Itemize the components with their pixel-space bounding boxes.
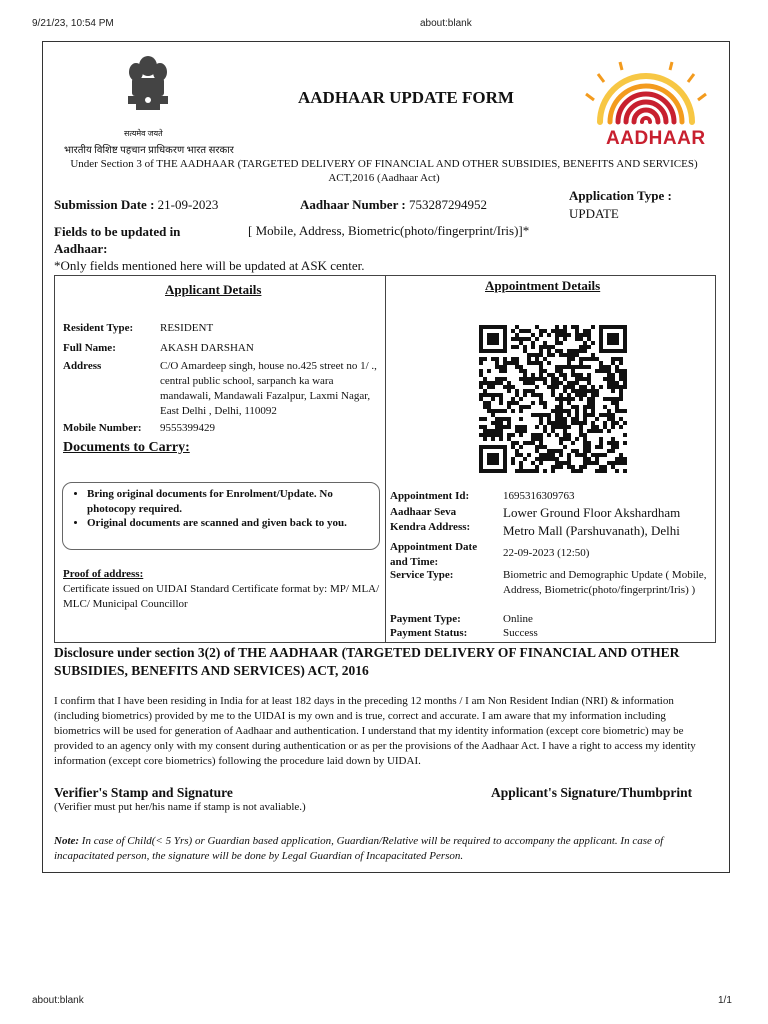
proof-of-address-heading: Proof of address: [63, 568, 144, 580]
kendra-address-value: Lower Ground Floor Akshardham Metro Mall (Parshuvanath), Delhi [503, 505, 681, 538]
documents-to-carry-heading: Documents to Carry: [63, 440, 190, 455]
payment-type-label: Payment Type: [390, 613, 461, 625]
aadhaar-logo-text: AADHAAR [606, 128, 706, 149]
applicant-details-heading: Applicant Details [165, 282, 262, 297]
proof-of-address-text: Certificate issued on UIDAI Standard Certificate format by: MP/ MLA/ MLC/ Municipal Councillor [63, 583, 380, 610]
submission-date-value: 21-09-2023 [157, 197, 219, 212]
note-text: In case of Child(< 5 Yrs) or Guardian based application, Guardian/Relative will be required to accompany the applicant. In case of incapacitated person, the signature will be done by Legal Guardian of Incapacitated Person. [54, 835, 664, 862]
documents-list [71, 487, 373, 531]
print-datetime: 9/21/23, 10:54 PM [32, 18, 114, 29]
footer-url: about:blank [32, 995, 84, 1006]
resident-type-label: Resident Type: [63, 322, 134, 334]
full-name-label: Full Name: [63, 342, 116, 354]
appointment-details-heading: Appointment Details [485, 278, 601, 293]
documents-callout [62, 482, 380, 550]
address-label: Address [63, 360, 102, 372]
payment-status-label: Payment Status: [390, 627, 468, 639]
mobile-number-label: Mobile Number: [63, 422, 142, 434]
application-type-value: UPDATE [569, 206, 619, 221]
kendra-address-label: Aadhaar Seva Kendra Address: [390, 506, 471, 533]
print-url: about:blank [420, 18, 472, 29]
submission-date [54, 197, 218, 213]
appointment-datetime-value: 22-09-2023 (12:50) [503, 547, 590, 559]
disclosure-text: I confirm that I have been residing in India for at least 182 days in the preceding 12 months / I am Non Resident Indian (NRI) & information (including biometrics) provided by me to the UIDAI is my own and is true, correct and accurate. I am aware that my information including biometrics will be used for generation of Aadhaar and authentication. I understand that my identity information (except core biometric) may be provided to an agency only with my consent during authentication or as per the provisions of the Aadhaar Act. I have a right to access my identity information (except core biometrics) following the procedure laid down by UIDAI. [54, 695, 696, 767]
mobile-number-value: 9555399429 [160, 422, 215, 434]
aadhaar-number-label: Aadhaar Number : [300, 197, 406, 212]
emblem-caption: सत्यमेव जयते [124, 129, 163, 138]
act-reference: Under Section 3 of THE AADHAAR (TARGETED DELIVERY OF FINANCIAL AND OTHER SUBSIDIES, BENEFITS AND SERVICES) ACT,2016 (Aadhaar Act) [70, 158, 698, 184]
form-title: AADHAAR UPDATE FORM [298, 88, 514, 107]
payment-type-value: Online [503, 613, 533, 625]
fields-to-update-value: [ Mobile, Address, Biometric(photo/fingerprint/Iris)]* [248, 223, 530, 238]
national-emblem-icon [118, 52, 178, 132]
full-name-value: AKASH DARSHAN [160, 342, 254, 354]
verifier-note: (Verifier must put her/his name if stamp is not avaliable.) [54, 801, 306, 813]
aadhaar-number [300, 197, 487, 213]
document-bullet: • Bring original documents for Enrolment/Update. No photocopy required. [87, 487, 373, 516]
payment-status-value: Success [503, 627, 538, 639]
appointment-qr-code [479, 325, 627, 477]
applicant-signature-heading: Applicant's Signature/Thumbprint [491, 785, 693, 800]
application-type-label: Application Type : [569, 188, 672, 203]
service-type-label: Service Type: [390, 569, 454, 581]
note [54, 834, 714, 864]
note-label: Note: [54, 835, 80, 847]
only-fields-note: *Only fields mentioned here will be updated at ASK center. [54, 258, 365, 273]
document-bullet: • Original documents are scanned and given back to you. [87, 516, 373, 531]
fields-to-update-label: Fields to be updated in Aadhaar: [54, 224, 181, 256]
service-type-value: Biometric and Demographic Update ( Mobile, Address, Biometric(photo/fingerprint/Iris) ) [503, 569, 707, 596]
agency-name-hindi: भारतीय विशिष्ट पहचान प्राधिकरण भारत सरकार [64, 145, 234, 156]
appointment-id-value: 1695316309763 [503, 490, 575, 502]
disclosure-heading: Disclosure under section 3(2) of THE AADHAAR (TARGETED DELIVERY OF FINANCIAL AND OTHER SUBSIDIES, BENEFITS AND SERVICES) ACT, 2016 [54, 645, 680, 678]
aadhaar-number-value: 753287294952 [408, 197, 487, 212]
submission-date-label: Submission Date : [54, 197, 155, 212]
address-value: C/O Amardeep singh, house no.425 street no 1/ ., central public school, sarpanch ka wara mandawali, Mandawali Fazalpur, Laxmi Nagar, East Delhi , Delhi, 110092 [160, 360, 377, 417]
appointment-id-label: Appointment Id: [390, 490, 470, 502]
resident-type-value: RESIDENT [160, 322, 214, 334]
footer-page-number: 1/1 [718, 995, 732, 1006]
verifier-signature-heading: Verifier's Stamp and Signature [54, 785, 233, 800]
appointment-datetime-label: Appointment Date and Time: [390, 541, 478, 568]
